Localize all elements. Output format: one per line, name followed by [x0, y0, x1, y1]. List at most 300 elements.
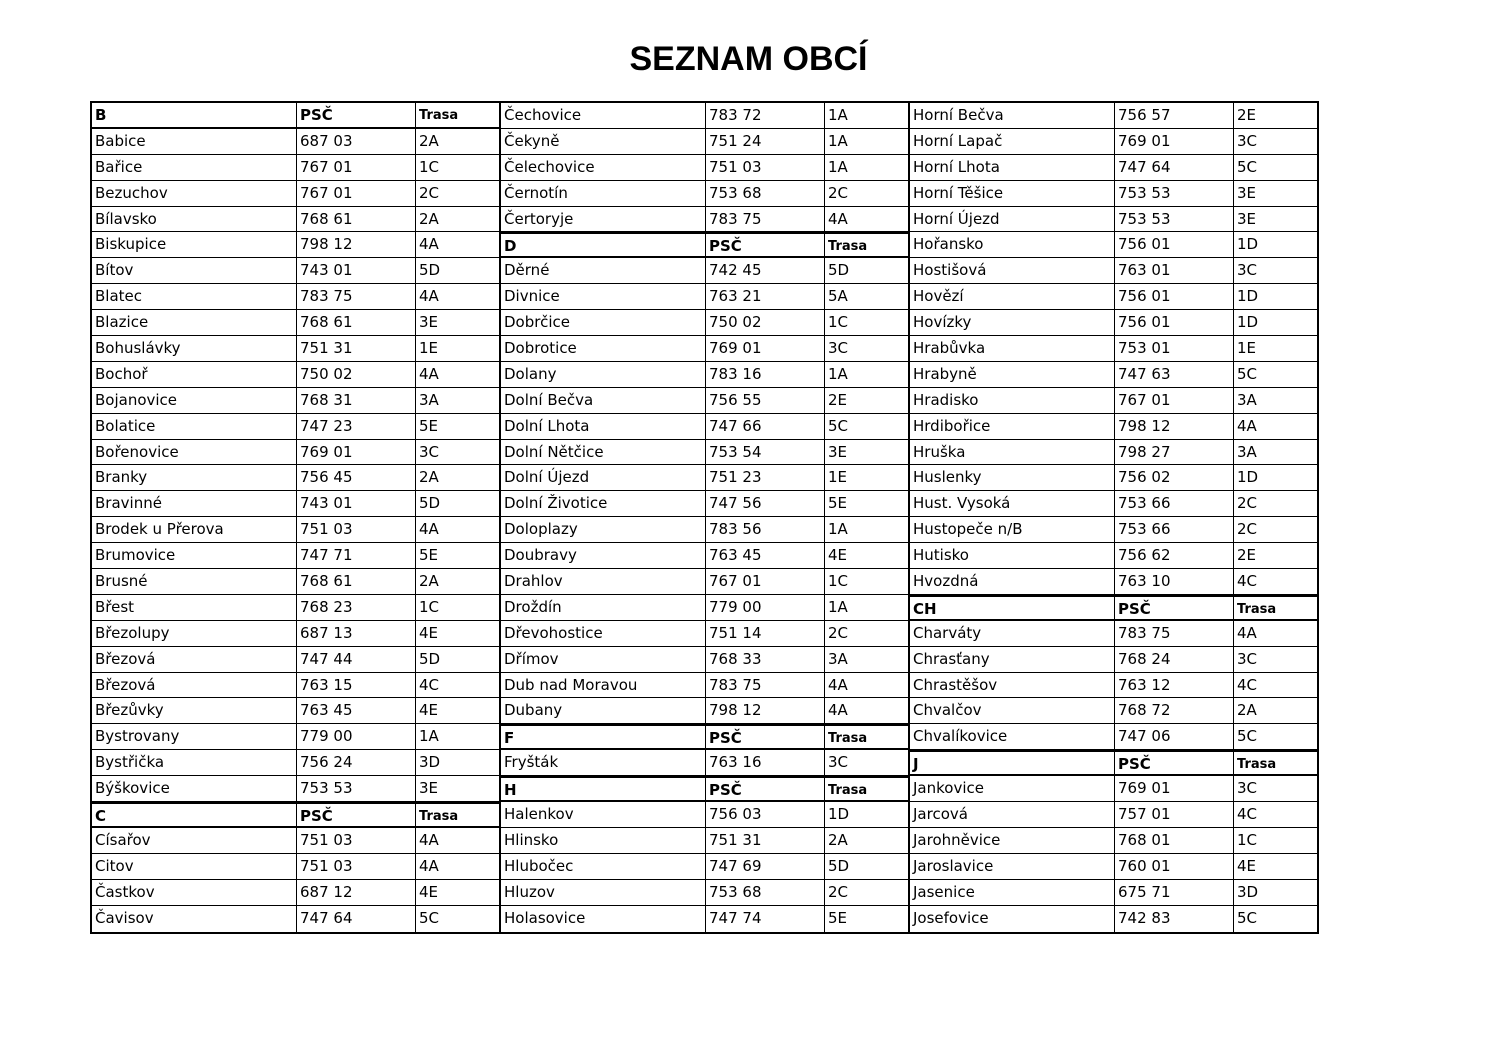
table-row: [92, 569, 499, 595]
postal-code-cell: 753 68: [706, 181, 825, 206]
table-row: [92, 129, 499, 155]
postal-code-cell: 753 66: [1115, 491, 1234, 516]
postal-code-cell: 798 12: [706, 698, 825, 723]
route-cell: 5C: [419, 908, 440, 927]
table-row: [910, 828, 1317, 854]
municipality-name-cell: Hradisko: [910, 388, 1115, 413]
municipality-name-cell: Čechovice: [501, 103, 706, 128]
route-cell: 1A: [828, 520, 848, 539]
table-row: [92, 207, 499, 233]
route-cell: 2E: [1237, 546, 1257, 565]
municipality-name-cell: Bystrovany: [92, 724, 297, 749]
postal-code-cell: 747 64: [1115, 155, 1234, 180]
table-row: [92, 906, 499, 932]
table-row: [501, 595, 908, 621]
municipality-name-cell: Chvalíkovice: [910, 724, 1115, 749]
route-cell: 4A: [828, 701, 848, 720]
postal-code-cell: 768 61: [297, 310, 416, 335]
table-row: [910, 854, 1317, 880]
municipality-name-cell: F: [501, 726, 706, 748]
municipality-name-cell: Jaroslavice: [910, 854, 1115, 879]
route-cell: 5C: [828, 416, 849, 435]
postal-code-cell: 747 44: [297, 647, 416, 672]
postal-code-cell: 769 01: [1115, 129, 1234, 154]
municipality-name-cell: Chvalčov: [910, 698, 1115, 723]
route-cell: 1E: [828, 468, 848, 487]
route-cell: 1C: [828, 572, 849, 591]
route-cell: 3E: [419, 313, 439, 332]
table-row: [92, 621, 499, 647]
postal-code-cell: 747 74: [706, 906, 825, 932]
municipality-name-cell: Branky: [92, 465, 297, 490]
postal-code-cell: 751 31: [297, 336, 416, 361]
route-cell: 3C: [1237, 261, 1258, 280]
route-cell: 5D: [419, 261, 441, 280]
route-cell: Trasa: [828, 783, 868, 799]
table-row: [501, 569, 908, 595]
route-cell: 5E: [828, 494, 848, 513]
route-cell: 4A: [419, 830, 439, 849]
postal-code-cell: 769 01: [706, 336, 825, 361]
route-cell: 2A: [419, 468, 439, 487]
postal-code-cell: 763 45: [706, 543, 825, 568]
route-cell: 1C: [1237, 830, 1258, 849]
table-column-3: [910, 103, 1317, 932]
route-cell: 1D: [1237, 468, 1259, 487]
table-row: [910, 491, 1317, 517]
postal-code-cell: 756 57: [1115, 103, 1234, 128]
postal-code-cell: 763 12: [1115, 673, 1234, 698]
postal-code-cell: 783 56: [706, 517, 825, 542]
route-cell: 2C: [828, 623, 849, 642]
municipality-name-cell: Hvozdná: [910, 569, 1115, 594]
table-row: [501, 103, 908, 129]
route-cell: 2C: [828, 882, 849, 901]
municipality-name-cell: Dřímov: [501, 647, 706, 672]
municipality-name-cell: Dolní Újezd: [501, 465, 706, 490]
route-cell: 4A: [828, 209, 848, 228]
municipality-name-cell: Bílavsko: [92, 207, 297, 232]
route-cell: 2C: [828, 183, 849, 202]
table-row: [92, 181, 499, 207]
postal-code-cell: 751 24: [706, 129, 825, 154]
table-row: [501, 336, 908, 362]
route-cell: 3E: [1237, 209, 1257, 228]
table-row: [92, 750, 499, 776]
route-cell: Trasa: [828, 731, 868, 747]
route-cell: 1D: [828, 805, 850, 824]
municipality-name-cell: Horní Těšice: [910, 181, 1115, 206]
postal-code-cell: 768 24: [1115, 647, 1234, 672]
postal-code-cell: 756 45: [297, 465, 416, 490]
section-header-row: [501, 776, 908, 802]
postal-code-cell: 751 14: [706, 621, 825, 646]
route-cell: 3E: [419, 779, 439, 798]
municipality-name-cell: Čertoryje: [501, 207, 706, 232]
municipality-name-cell: Dolní Bečva: [501, 388, 706, 413]
route-cell: 5E: [419, 546, 439, 565]
table-row: [910, 362, 1317, 388]
route-cell: 2A: [419, 572, 439, 591]
table-row: [92, 673, 499, 699]
table-row: [910, 129, 1317, 155]
postal-code-cell: 753 68: [706, 880, 825, 905]
table-row: [501, 362, 908, 388]
route-cell: 4A: [1237, 623, 1257, 642]
section-header-row: [501, 724, 908, 750]
table-row: [910, 906, 1317, 932]
table-row: [501, 698, 908, 724]
route-cell: Trasa: [1237, 601, 1277, 617]
postal-code-cell: 747 64: [297, 906, 416, 932]
route-cell: 4C: [1237, 675, 1258, 694]
route-cell: 4A: [419, 287, 439, 306]
table-row: [910, 647, 1317, 673]
municipality-name-cell: H: [501, 778, 706, 800]
municipality-name-cell: Charváty: [910, 621, 1115, 646]
postal-code-cell: 798 12: [1115, 414, 1234, 439]
route-cell: 2E: [828, 390, 848, 409]
table-row: [501, 465, 908, 491]
postal-code-cell: 675 71: [1115, 880, 1234, 905]
postal-code-cell: 742 83: [1115, 906, 1234, 932]
municipality-name-cell: Josefovice: [910, 906, 1115, 932]
postal-code-cell: 768 72: [1115, 698, 1234, 723]
table-row: [92, 595, 499, 621]
postal-code-cell: 767 01: [297, 155, 416, 180]
table-row: [501, 543, 908, 569]
postal-code-cell: PSČ: [297, 103, 416, 127]
table-row: [92, 258, 499, 284]
route-cell: 4E: [828, 546, 848, 565]
table-row: [501, 647, 908, 673]
route-cell: Trasa: [419, 108, 459, 123]
postal-code-cell: 753 54: [706, 440, 825, 465]
postal-code-cell: 763 16: [706, 750, 825, 775]
municipality-name-cell: Bochoř: [92, 362, 297, 387]
municipality-name-cell: Dubany: [501, 698, 706, 723]
postal-code-cell: 798 12: [297, 232, 416, 257]
table-row: [910, 388, 1317, 414]
table-row: [92, 776, 499, 802]
route-cell: 1E: [419, 339, 439, 358]
table-row: [910, 802, 1317, 828]
municipality-name-cell: Huslenky: [910, 465, 1115, 490]
route-cell: 4A: [419, 235, 439, 254]
route-cell: 1D: [1237, 287, 1259, 306]
route-cell: 4E: [419, 882, 439, 901]
postal-code-cell: 783 75: [706, 207, 825, 232]
postal-code-cell: 747 63: [1115, 362, 1234, 387]
route-cell: 4A: [1237, 416, 1257, 435]
table-row: [910, 880, 1317, 906]
table-row: [92, 232, 499, 258]
table-row: [92, 155, 499, 181]
municipality-name-cell: Dolní Nětčice: [501, 440, 706, 465]
municipality-name-cell: Hostišová: [910, 258, 1115, 283]
postal-code-cell: 768 23: [297, 595, 416, 620]
postal-code-cell: 769 01: [297, 440, 416, 465]
route-cell: 1A: [828, 364, 848, 383]
table-row: [910, 621, 1317, 647]
route-cell: 5C: [1237, 908, 1258, 927]
postal-code-cell: 756 24: [297, 750, 416, 775]
route-cell: 2A: [419, 209, 439, 228]
postal-code-cell: 747 23: [297, 414, 416, 439]
municipality-name-cell: Dolní Životice: [501, 491, 706, 516]
table-row: [501, 828, 908, 854]
municipality-name-cell: Blazice: [92, 310, 297, 335]
route-cell: 3C: [828, 339, 849, 358]
municipality-name-cell: Hutisko: [910, 543, 1115, 568]
route-cell: 3A: [828, 649, 848, 668]
table-row: [501, 906, 908, 932]
postal-code-cell: 743 01: [297, 491, 416, 516]
postal-code-cell: 751 03: [297, 854, 416, 879]
municipality-name-cell: Horní Lapač: [910, 129, 1115, 154]
postal-code-cell: 756 62: [1115, 543, 1234, 568]
route-cell: 1A: [828, 106, 848, 124]
postal-code-cell: 751 03: [706, 155, 825, 180]
route-cell: 1A: [828, 157, 848, 176]
table-row: [501, 207, 908, 233]
postal-code-cell: 763 21: [706, 284, 825, 309]
route-cell: 5E: [419, 416, 439, 435]
municipality-name-cell: Drahlov: [501, 569, 706, 594]
municipality-name-cell: Hrabůvka: [910, 336, 1115, 361]
postal-code-cell: 768 61: [297, 207, 416, 232]
route-cell: 4C: [419, 675, 440, 694]
municipality-name-cell: Častkov: [92, 880, 297, 905]
postal-code-cell: 757 01: [1115, 802, 1234, 827]
municipality-name-cell: Čavisov: [92, 906, 297, 932]
postal-code-cell: 753 53: [1115, 181, 1234, 206]
table-row: [910, 258, 1317, 284]
municipality-name-cell: Dřevohostice: [501, 621, 706, 646]
postal-code-cell: 756 01: [1115, 284, 1234, 309]
table-row: [910, 569, 1317, 595]
postal-code-cell: 753 01: [1115, 336, 1234, 361]
postal-code-cell: 753 66: [1115, 517, 1234, 542]
municipality-name-cell: Brusné: [92, 569, 297, 594]
table-row: [910, 543, 1317, 569]
page-title: SEZNAM OBCÍ: [629, 40, 868, 78]
municipality-name-cell: Březová: [92, 673, 297, 698]
route-cell: 1C: [828, 313, 849, 332]
municipality-name-cell: Divnice: [501, 284, 706, 309]
postal-code-cell: 798 27: [1115, 440, 1234, 465]
route-cell: 5E: [828, 908, 848, 927]
route-cell: 4C: [1237, 805, 1258, 824]
table-row: [501, 129, 908, 155]
municipality-name-cell: Břest: [92, 595, 297, 620]
postal-code-cell: 747 69: [706, 854, 825, 879]
table-row: [92, 647, 499, 673]
municipality-name-cell: Hluzov: [501, 880, 706, 905]
table-row: [92, 724, 499, 750]
municipality-name-cell: Blatec: [92, 284, 297, 309]
postal-code-cell: 743 01: [297, 258, 416, 283]
section-header-row: [910, 750, 1317, 776]
municipality-name-cell: Bojanovice: [92, 388, 297, 413]
table-row: [92, 440, 499, 466]
table-row: [910, 232, 1317, 258]
route-cell: 2A: [419, 131, 439, 150]
postal-code-cell: 768 01: [1115, 828, 1234, 853]
municipality-name-cell: Hořansko: [910, 232, 1115, 257]
municipality-name-cell: Jasenice: [910, 880, 1115, 905]
table-row: [501, 414, 908, 440]
municipality-name-cell: Fryšták: [501, 750, 706, 775]
municipality-name-cell: Hust. Vysoká: [910, 491, 1115, 516]
postal-code-cell: 747 56: [706, 491, 825, 516]
municipality-name-cell: Jankovice: [910, 776, 1115, 801]
municipality-name-cell: Čelechovice: [501, 155, 706, 180]
postal-code-cell: 687 03: [297, 129, 416, 154]
municipality-name-cell: Březůvky: [92, 698, 297, 723]
postal-code-cell: 750 02: [297, 362, 416, 387]
postal-code-cell: 756 02: [1115, 465, 1234, 490]
municipality-name-cell: Březolupy: [92, 621, 297, 646]
table-column-1: [92, 103, 501, 932]
municipality-name-cell: Holasovice: [501, 906, 706, 932]
municipality-name-cell: D: [501, 234, 706, 256]
route-cell: 1C: [419, 597, 440, 616]
table-row: [501, 181, 908, 207]
postal-code-cell: 763 45: [297, 698, 416, 723]
table-row: [501, 621, 908, 647]
table-row: [501, 517, 908, 543]
route-cell: 1E: [1237, 339, 1257, 358]
municipality-name-cell: Dolní Lhota: [501, 414, 706, 439]
table-row: [501, 750, 908, 776]
municipality-name-cell: Dub nad Moravou: [501, 673, 706, 698]
table-row: [910, 336, 1317, 362]
table-row: [910, 465, 1317, 491]
table-row: [92, 336, 499, 362]
municipality-name-cell: Bolatice: [92, 414, 297, 439]
route-cell: 1D: [1237, 313, 1259, 332]
route-cell: 3D: [419, 753, 441, 772]
route-cell: 3C: [419, 442, 440, 461]
route-cell: Trasa: [1237, 757, 1277, 773]
postal-code-cell: 783 16: [706, 362, 825, 387]
municipality-name-cell: Bystřička: [92, 750, 297, 775]
route-cell: Trasa: [419, 809, 459, 825]
postal-code-cell: 756 01: [1115, 232, 1234, 257]
municipality-name-cell: Hrdibořice: [910, 414, 1115, 439]
postal-code-cell: 767 01: [1115, 388, 1234, 413]
route-cell: 3C: [1237, 649, 1258, 668]
route-cell: 5D: [828, 261, 850, 280]
route-cell: 4A: [419, 364, 439, 383]
route-cell: 1A: [828, 597, 848, 616]
municipality-name-cell: B: [92, 103, 297, 127]
postal-code-cell: 750 02: [706, 310, 825, 335]
section-header-row: [910, 595, 1317, 621]
table-row: [910, 776, 1317, 802]
postal-code-cell: PSČ: [297, 804, 416, 826]
route-cell: 1A: [828, 131, 848, 150]
route-cell: 5C: [1237, 364, 1258, 383]
table-row: [910, 103, 1317, 129]
route-cell: 4E: [419, 701, 439, 720]
table-row: [910, 284, 1317, 310]
postal-code-cell: 783 72: [706, 103, 825, 128]
table-row: [501, 284, 908, 310]
municipality-name-cell: Býškovice: [92, 776, 297, 801]
table-row: [910, 673, 1317, 699]
table-row: [501, 388, 908, 414]
postal-code-cell: 763 15: [297, 673, 416, 698]
municipality-name-cell: J: [910, 752, 1115, 774]
municipality-name-cell: Droždín: [501, 595, 706, 620]
route-cell: 3C: [1237, 131, 1258, 150]
table-row: [910, 414, 1317, 440]
postal-code-cell: 753 53: [1115, 207, 1234, 232]
municipality-name-cell: CH: [910, 597, 1115, 619]
postal-code-cell: 751 31: [706, 828, 825, 853]
municipality-name-cell: Hlinsko: [501, 828, 706, 853]
table-row: [92, 828, 499, 854]
route-cell: 2C: [1237, 494, 1258, 513]
postal-code-cell: 783 75: [297, 284, 416, 309]
municipality-name-cell: Březová: [92, 647, 297, 672]
route-cell: 1D: [1237, 235, 1259, 254]
table-row: [910, 698, 1317, 724]
postal-code-cell: 783 75: [1115, 621, 1234, 646]
table-row: [501, 802, 908, 828]
route-cell: 2C: [1237, 520, 1258, 539]
municipality-name-cell: Hruška: [910, 440, 1115, 465]
municipality-name-cell: Horní Újezd: [910, 207, 1115, 232]
route-cell: 3E: [828, 442, 848, 461]
section-header-row: [92, 802, 499, 828]
municipality-table: [90, 101, 1319, 934]
table-row: [92, 388, 499, 414]
postal-code-cell: 751 03: [297, 828, 416, 853]
table-row: [501, 491, 908, 517]
route-cell: 2E: [1237, 106, 1257, 124]
postal-code-cell: PSČ: [1115, 752, 1234, 774]
postal-code-cell: 742 45: [706, 258, 825, 283]
route-cell: 2A: [1237, 701, 1257, 720]
section-header-row: [92, 103, 499, 129]
postal-code-cell: 756 03: [706, 802, 825, 827]
route-cell: 3C: [1237, 779, 1258, 798]
postal-code-cell: 768 31: [297, 388, 416, 413]
route-cell: 1C: [419, 157, 440, 176]
municipality-name-cell: Citov: [92, 854, 297, 879]
municipality-name-cell: Bravinné: [92, 491, 297, 516]
municipality-name-cell: Císařov: [92, 828, 297, 853]
municipality-name-cell: C: [92, 804, 297, 826]
table-row: [92, 414, 499, 440]
municipality-name-cell: Doubravy: [501, 543, 706, 568]
municipality-name-cell: Černotín: [501, 181, 706, 206]
postal-code-cell: 779 00: [297, 724, 416, 749]
postal-code-cell: 756 55: [706, 388, 825, 413]
municipality-name-cell: Brodek u Přerova: [92, 517, 297, 542]
route-cell: 1A: [419, 727, 439, 746]
route-cell: 3A: [1237, 442, 1257, 461]
municipality-name-cell: Děrné: [501, 258, 706, 283]
municipality-name-cell: Dobrčice: [501, 310, 706, 335]
postal-code-cell: PSČ: [1115, 597, 1234, 619]
table-row: [501, 673, 908, 699]
table-row: [92, 880, 499, 906]
table-row: [501, 440, 908, 466]
